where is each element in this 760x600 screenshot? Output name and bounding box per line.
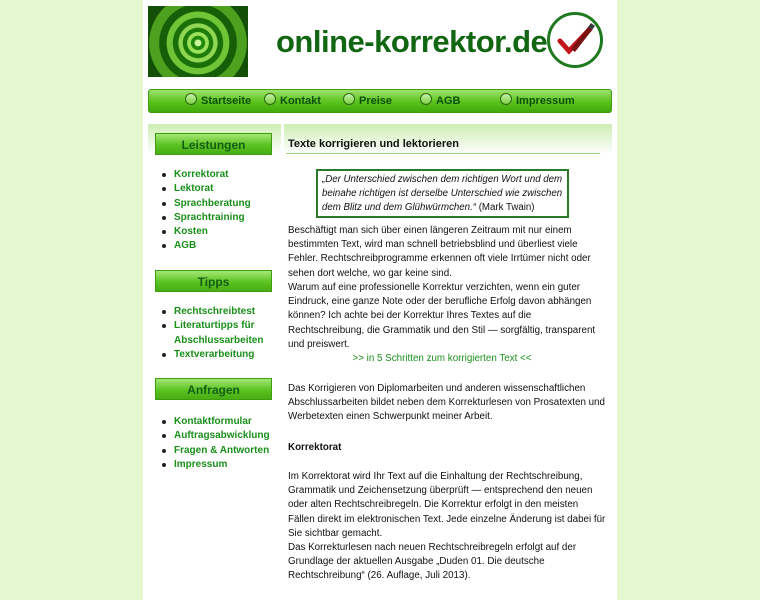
nav-bullet-icon xyxy=(185,93,197,105)
nav-label: Startseite xyxy=(201,95,252,107)
sidebar-heading-leistungen: Leistungen xyxy=(155,133,272,155)
nav-kontakt[interactable] xyxy=(264,90,321,112)
sidebar-link-literaturtipps[interactable]: Literaturtipps für Abschlussarbeiten xyxy=(162,319,282,348)
check-pen-icon xyxy=(547,12,603,68)
quote-text: „Der Unterschied zwischen dem richtigen Wort und dem beinahe richtigen ist derselbe Unterschied wie zwischen dem Blitz und dem Glühwürmchen.“ xyxy=(322,174,563,214)
site-logo[interactable]: online-korrektor.de xyxy=(276,24,548,59)
nav-bullet-icon xyxy=(420,93,432,105)
section-heading-korrektorat: Korrektorat xyxy=(288,442,342,453)
duden-paragraph: Das Korrekturlesen nach neuen Rechtschreibregeln erfolgt auf der Grundlage der aktuellen Ausgabe „Duden 01. Die deutsche Rechtschreibung“ (26. Auflage, Juli 2013). xyxy=(288,542,577,582)
sidebar-link-agb[interactable]: AGB xyxy=(162,239,282,253)
title-divider xyxy=(286,153,600,154)
sidebar-link-impressum[interactable]: Impressum xyxy=(162,458,282,472)
nav-agb[interactable] xyxy=(420,90,460,112)
sidebar-link-rechtschreibtest[interactable]: Rechtschreibtest xyxy=(162,305,282,319)
nav-bullet-icon xyxy=(343,93,355,105)
quote-box xyxy=(316,169,569,218)
nav-startseite[interactable] xyxy=(185,90,251,112)
sidebar-heading-tipps: Tipps xyxy=(155,270,272,292)
sidebar-link-korrektorat[interactable]: Korrektorat xyxy=(162,168,282,182)
nav-label: Kontakt xyxy=(280,95,321,107)
main-navigation xyxy=(148,89,612,113)
sidebar-link-textverarbeitung[interactable]: Textverarbeitung xyxy=(162,348,282,362)
quote-author: (Mark Twain) xyxy=(478,202,535,214)
sidebar-list-anfragen xyxy=(162,415,282,472)
sidebar-link-sprachtraining[interactable]: Sprachtraining xyxy=(162,211,282,225)
focus-paragraph: Das Korrigieren von Diplomarbeiten und anderen wissenschaftlichen Abschlussarbeiten bildet neben dem Korrekturlesen von Prosatexten und Werbetexten einen Schwerpunkt meiner Arbeit. xyxy=(288,383,605,423)
rose-image xyxy=(148,6,248,77)
nav-preise[interactable] xyxy=(343,90,392,112)
nav-bullet-icon xyxy=(264,93,276,105)
sidebar-link-kontaktformular[interactable]: Kontaktformular xyxy=(162,415,282,429)
sidebar-list-tipps xyxy=(162,305,282,362)
sidebar-heading-anfragen: Anfragen xyxy=(155,378,272,400)
sidebar-link-auftragsabwicklung[interactable]: Auftragsabwicklung xyxy=(162,429,282,443)
sidebar-link-kosten[interactable]: Kosten xyxy=(162,225,282,239)
page-title: Texte korrigieren und lektorieren xyxy=(288,138,459,150)
reason-paragraph: Warum auf eine professionelle Korrektur verzichten, wenn ein guter Eindruck, eine ganze Note oder der berufliche Erfolg davon abhängen können? Ich achte bei der Korrektur Ihres Textes auf die Rechtschreibung, die Grammatik und den Stil — sorgfältig, transparent und preiswert. xyxy=(288,282,596,350)
sidebar-list-leistungen xyxy=(162,168,282,254)
steps-link[interactable]: >> in 5 Schritten zum korrigierten Text << xyxy=(352,353,532,364)
nav-label: AGB xyxy=(436,95,461,107)
nav-impressum[interactable] xyxy=(500,90,575,112)
sidebar-link-sprachberatung[interactable]: Sprachberatung xyxy=(162,197,282,211)
korrektorat-paragraph: Im Korrektorat wird Ihr Text auf die Einhaltung der Rechtschreibung, Grammatik und Zeichensetzung überprüft — entsprechend den neuen oder alten Rechtschreibregeln. Die Korrektur erfolgt in den meisten Fällen direkt im elektronischen Text. Jede einzelne Änderung ist dabei für Sie sichtbar gemacht. xyxy=(288,471,606,539)
intro-paragraph: Beschäftigt man sich über einen längeren Zeitraum mit nur einem bestimmten Text, wird man schnell betriebsblind und überliest viele Fehler. Rechtschreibprogramme erkennen oft viele Irrtümer nicht oder sehen dort welche, wo gar keine sind. xyxy=(288,225,591,279)
nav-bullet-icon xyxy=(500,93,512,105)
sidebar-link-lektorat[interactable]: Lektorat xyxy=(162,182,282,196)
sidebar-link-fragen-antworten[interactable]: Fragen & Antworten xyxy=(162,444,282,458)
nav-label: Preise xyxy=(359,95,393,107)
nav-label: Impressum xyxy=(516,95,575,107)
